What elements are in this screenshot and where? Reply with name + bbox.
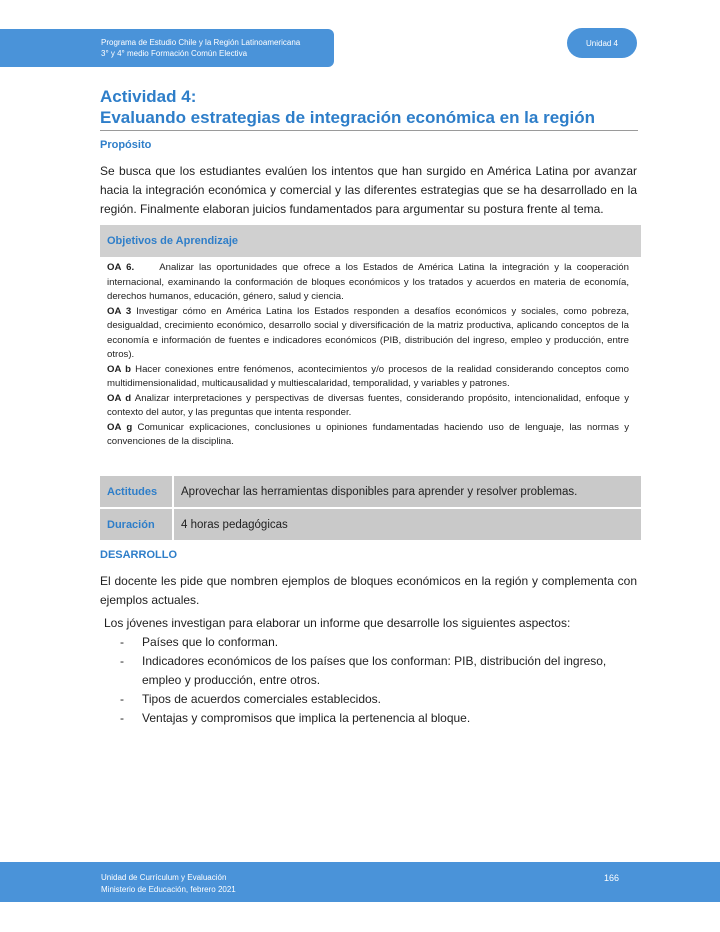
list-item — [100, 709, 640, 728]
objectives-heading: Objetivos de Aprendizaje — [100, 225, 641, 257]
footer-unit: Unidad de Currículum y Evaluación — [101, 873, 227, 882]
development-lead: Los jóvenes investigan para elaborar un informe que desarrolle los siguientes aspectos: — [104, 616, 571, 630]
aspects-list — [100, 633, 640, 728]
list-item-text: Ventajas y compromisos que implica la pertenencia al bloque. — [142, 711, 471, 725]
objective-item — [107, 305, 629, 363]
list-bullet: - — [120, 692, 124, 706]
objective-code: OA g — [107, 421, 133, 433]
objectives-list — [107, 261, 629, 450]
list-item — [100, 652, 640, 690]
objectives-table — [100, 225, 641, 473]
unit-badge: Unidad 4 — [567, 28, 637, 58]
objective-item — [107, 261, 629, 305]
header-banner — [0, 29, 334, 67]
objective-item — [107, 363, 629, 392]
objective-text: Analizar las oportunidades que ofrece a los Estados de América Latina la integración y la cooperación internacional, examinando la conformación de bloques económicos y los tratados y acuerdos en materia de economía, derechos humanos, educación, género, salud y ciencia. — [107, 262, 629, 302]
list-bullet: - — [120, 711, 124, 725]
purpose-heading: Propósito — [100, 139, 152, 151]
title-divider — [100, 130, 638, 131]
duration-value: 4 horas pedagógicas — [181, 518, 288, 531]
list-item-text: Países que lo conforman. — [142, 635, 279, 649]
objective-item — [107, 392, 629, 421]
list-item — [100, 690, 640, 709]
row-divider — [172, 476, 174, 507]
objective-code: OA b — [107, 363, 132, 375]
objective-text: Analizar interpretaciones y perspectivas de diversas fuentes, considerando propósito, intencionalidad, enfoque y contexto del autor, y las preguntas que intenta responder. — [107, 392, 630, 418]
objective-code: OA d — [107, 392, 132, 404]
program-title: Programa de Estudio Chile y la Región Latinoamericana — [101, 38, 301, 47]
list-item-text: Tipos de acuerdos comerciales establecidos. — [142, 692, 382, 706]
development-heading: DESARROLLO — [100, 549, 177, 561]
footer-banner — [0, 862, 720, 902]
footer-ministry: Ministerio de Educación, febrero 2021 — [101, 885, 236, 894]
objective-text: Investigar cómo en América Latina los Estados responden a desafíos económicos y sociales, como pobreza, desigualdad, crecimiento económico, desarrollo social y diversificación de la matriz productiva, aplicando conceptos de la economía e información de fuentes e indicadores económicos (PIB, distribución del ingreso, empleo y producción, entre otros). — [107, 305, 629, 360]
objective-code: OA 3 — [107, 305, 132, 317]
activity-title — [100, 86, 640, 128]
development-intro: El docente les pide que nombren ejemplos de bloques económicos en la región y complementa con ejemplos actuales. — [100, 574, 637, 607]
attitudes-label: Actitudes — [107, 485, 158, 498]
objective-item — [107, 421, 629, 450]
page-number: 166 — [604, 873, 620, 883]
objective-text: Comunicar explicaciones, conclusiones u opiniones fundamentadas haciendo uso de lenguaje, las normas y convenciones de la disciplina. — [107, 421, 630, 447]
list-bullet: - — [120, 635, 124, 649]
activity-title-name: Evaluando estrategias de integración económica en la región — [100, 108, 596, 127]
list-item-text: Indicadores económicos de los países que los conforman: PIB, distribución del ingreso, empleo y producción, entre otros. — [142, 654, 607, 687]
objective-code: OA 6. — [107, 262, 135, 273]
program-level: 3° y 4° medio Formación Común Electiva — [101, 49, 248, 58]
activity-title-number: Actividad 4: — [100, 87, 197, 106]
attitudes-row — [100, 476, 641, 507]
duration-row — [100, 509, 641, 540]
duration-label: Duración — [107, 518, 155, 531]
objective-text: Hacer conexiones entre fenómenos, acontecimientos y/o procesos de la realidad considerando conceptos como multidimensionalidad, multicausalidad y multiescalaridad, temporalidad, y variables y patrones. — [107, 363, 629, 389]
purpose-text: Se busca que los estudiantes evalúen los intentos que han surgido en América Latina por avanzar hacia la integración económica y comercial y las diferentes estrategias que se ha desarrollado en la región. Finalmente elaboran juicios fundamentados para argumentar su postura frente al tema. — [100, 164, 637, 216]
list-item — [100, 633, 640, 652]
row-divider — [172, 509, 174, 540]
attitudes-value: Aprovechar las herramientas disponibles para aprender y resolver problemas. — [181, 485, 578, 498]
list-bullet: - — [120, 654, 124, 668]
